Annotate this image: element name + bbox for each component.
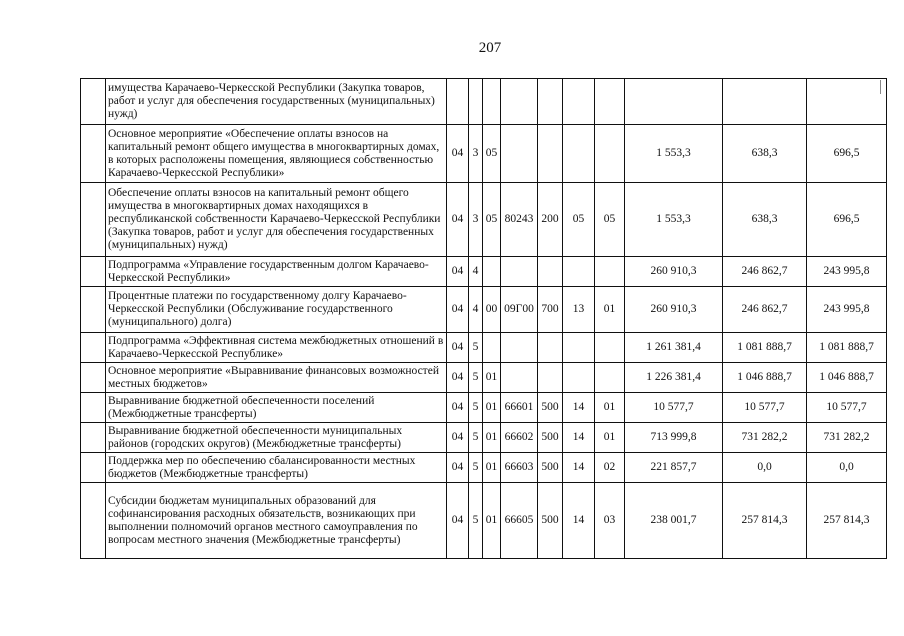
code-cell: 4 <box>469 257 483 287</box>
amount-cell <box>723 79 807 125</box>
code-cell: 500 <box>538 483 563 559</box>
code-cell <box>563 79 595 125</box>
amount-cell: 0,0 <box>807 453 887 483</box>
code-cell: 05 <box>595 183 625 257</box>
code-cell <box>501 333 538 363</box>
margin-cell <box>81 393 106 423</box>
amount-cell <box>807 79 887 125</box>
code-cell: 500 <box>538 423 563 453</box>
table-row <box>81 183 887 257</box>
code-cell: 66601 <box>501 393 538 423</box>
row-name-cell: Обеспечение оплаты взносов на капитальный ремонт общего имущества в многоквартирных домах находящихся в республиканской собственности Карачаево-Черкесской Республики (Закупка товаров, работ и услуг для обеспечения государственных (муниципальных) нужд) <box>106 183 447 257</box>
code-cell: 05 <box>483 183 501 257</box>
row-name-cell: Основное мероприятие «Обеспечение оплаты взносов на капитальный ремонт общего имущества в многоквартирных домах, в которых расположены помещения, являющиеся собственностью Карачаево-Черкесской Республики» <box>106 125 447 183</box>
margin-cell <box>81 257 106 287</box>
amount-cell: 1 046 888,7 <box>723 363 807 393</box>
code-cell <box>501 125 538 183</box>
row-name-cell: Подпрограмма «Управление государственным долгом Карачаево-Черкесской Республики» <box>106 257 447 287</box>
code-cell <box>563 125 595 183</box>
code-cell: 5 <box>469 423 483 453</box>
amount-cell: 257 814,3 <box>723 483 807 559</box>
code-cell: 500 <box>538 393 563 423</box>
amount-cell: 638,3 <box>723 183 807 257</box>
row-name-cell: Основное мероприятие «Выравнивание финансовых возможностей местных бюджетов» <box>106 363 447 393</box>
margin-cell <box>81 79 106 125</box>
margin-cell <box>81 483 106 559</box>
code-cell <box>538 257 563 287</box>
amount-cell: 10 577,7 <box>723 393 807 423</box>
code-cell <box>538 363 563 393</box>
amount-cell: 638,3 <box>723 125 807 183</box>
code-cell <box>538 333 563 363</box>
page-number: 207 <box>478 40 502 56</box>
margin-cell <box>81 423 106 453</box>
code-cell: 5 <box>469 393 483 423</box>
code-cell <box>483 79 501 125</box>
code-cell: 09Г00 <box>501 287 538 333</box>
code-cell: 5 <box>469 333 483 363</box>
code-cell: 5 <box>469 483 483 559</box>
code-cell: 01 <box>483 423 501 453</box>
code-cell <box>595 79 625 125</box>
code-cell <box>563 257 595 287</box>
code-cell <box>538 79 563 125</box>
code-cell: 66603 <box>501 453 538 483</box>
row-name-cell: Выравнивание бюджетной обеспеченности муниципальных районов (городских округов) (Межбюджетные трансферты) <box>106 423 447 453</box>
row-name-cell: Процентные платежи по государственному долгу Карачаево-Черкесской Республики (Обслуживание государственного (муниципального) долга) <box>106 287 447 333</box>
code-cell: 200 <box>538 183 563 257</box>
code-cell: 01 <box>483 363 501 393</box>
margin-cell <box>81 333 106 363</box>
code-cell: 01 <box>595 287 625 333</box>
code-cell: 04 <box>447 257 469 287</box>
code-cell: 04 <box>447 183 469 257</box>
row-name-cell: Выравнивание бюджетной обеспеченности поселений (Межбюджетные трансферты) <box>106 393 447 423</box>
code-cell: 05 <box>563 183 595 257</box>
code-cell: 14 <box>563 423 595 453</box>
code-cell: 14 <box>563 453 595 483</box>
table-row <box>81 393 887 423</box>
code-cell: 66605 <box>501 483 538 559</box>
code-cell: 01 <box>483 453 501 483</box>
table-row <box>81 363 887 393</box>
table-row <box>81 333 887 363</box>
amount-cell: 10 577,7 <box>625 393 723 423</box>
amount-cell: 731 282,2 <box>807 423 887 453</box>
margin-cell <box>81 287 106 333</box>
amount-cell: 260 910,3 <box>625 287 723 333</box>
code-cell: 13 <box>563 287 595 333</box>
margin-cell <box>81 183 106 257</box>
code-cell: 04 <box>447 287 469 333</box>
code-cell: 66602 <box>501 423 538 453</box>
amount-cell: 221 857,7 <box>625 453 723 483</box>
row-name-cell: Субсидии бюджетам муниципальных образований для софинансирования расходных обязательств, возникающих при выполнении полномочий органов местного самоуправления по вопросам местного значения (Межбюджетные трансферты) <box>106 483 447 559</box>
amount-cell: 1 226 381,4 <box>625 363 723 393</box>
amount-cell: 246 862,7 <box>723 287 807 333</box>
code-cell: 4 <box>469 287 483 333</box>
amount-cell: 696,5 <box>807 183 887 257</box>
code-cell <box>447 79 469 125</box>
table-row <box>81 125 887 183</box>
code-cell: 14 <box>563 393 595 423</box>
code-cell <box>538 125 563 183</box>
amount-cell: 1 046 888,7 <box>807 363 887 393</box>
code-cell: 01 <box>595 423 625 453</box>
code-cell: 500 <box>538 453 563 483</box>
margin-cell <box>81 453 106 483</box>
amount-cell: 713 999,8 <box>625 423 723 453</box>
code-cell <box>595 257 625 287</box>
row-name-cell: Поддержка мер по обеспечению сбалансированности местных бюджетов (Межбюджетные трансферты) <box>106 453 447 483</box>
amount-cell: 243 995,8 <box>807 257 887 287</box>
code-cell: 80243 <box>501 183 538 257</box>
margin-cell <box>81 363 106 393</box>
amount-cell: 10 577,7 <box>807 393 887 423</box>
amount-cell: 257 814,3 <box>807 483 887 559</box>
code-cell: 01 <box>595 393 625 423</box>
code-cell <box>563 363 595 393</box>
code-cell: 03 <box>595 483 625 559</box>
budget-table <box>80 78 887 559</box>
code-cell: 3 <box>469 183 483 257</box>
margin-cell <box>81 125 106 183</box>
code-cell <box>483 257 501 287</box>
code-cell: 02 <box>595 453 625 483</box>
amount-cell: 696,5 <box>807 125 887 183</box>
amount-cell: 1 081 888,7 <box>807 333 887 363</box>
amount-cell: 1 261 381,4 <box>625 333 723 363</box>
code-cell: 3 <box>469 125 483 183</box>
amount-cell: 260 910,3 <box>625 257 723 287</box>
table-row <box>81 483 887 559</box>
table-row <box>81 423 887 453</box>
code-cell: 04 <box>447 393 469 423</box>
row-name-cell: имущества Карачаево-Черкесской Республики (Закупка товаров, работ и услуг для обеспечения государственных (муниципальных) нужд) <box>106 79 447 125</box>
code-cell <box>595 125 625 183</box>
code-cell <box>469 79 483 125</box>
code-cell: 5 <box>469 453 483 483</box>
amount-cell: 731 282,2 <box>723 423 807 453</box>
code-cell: 700 <box>538 287 563 333</box>
amount-cell: 246 862,7 <box>723 257 807 287</box>
table-row <box>81 257 887 287</box>
amount-cell: 1 553,3 <box>625 183 723 257</box>
code-cell <box>483 333 501 363</box>
code-cell <box>501 79 538 125</box>
table-row <box>81 287 887 333</box>
code-cell <box>595 333 625 363</box>
code-cell: 04 <box>447 333 469 363</box>
code-cell: 5 <box>469 363 483 393</box>
code-cell <box>501 363 538 393</box>
code-cell <box>501 257 538 287</box>
code-cell: 01 <box>483 483 501 559</box>
code-cell: 04 <box>447 453 469 483</box>
row-name-cell: Подпрограмма «Эффективная система межбюджетных отношений в Карачаево-Черкесской Республике» <box>106 333 447 363</box>
amount-cell: 1 081 888,7 <box>723 333 807 363</box>
code-cell: 04 <box>447 423 469 453</box>
table-row <box>81 79 887 125</box>
code-cell: 04 <box>447 125 469 183</box>
table-row <box>81 453 887 483</box>
amount-cell: 0,0 <box>723 453 807 483</box>
code-cell: 01 <box>483 393 501 423</box>
amount-cell: 1 553,3 <box>625 125 723 183</box>
amount-cell <box>625 79 723 125</box>
code-cell: 04 <box>447 483 469 559</box>
code-cell: 00 <box>483 287 501 333</box>
code-cell: 14 <box>563 483 595 559</box>
code-cell: 05 <box>483 125 501 183</box>
amount-cell: 238 001,7 <box>625 483 723 559</box>
amount-cell: 243 995,8 <box>807 287 887 333</box>
code-cell <box>563 333 595 363</box>
code-cell <box>595 363 625 393</box>
code-cell: 04 <box>447 363 469 393</box>
